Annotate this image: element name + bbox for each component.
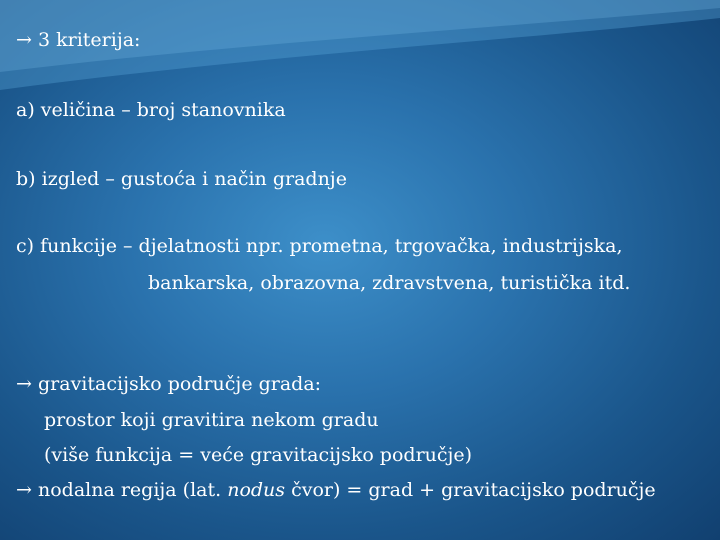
gravity-heading bbox=[16, 372, 321, 396]
criteria-heading-text: 3 kriterija: bbox=[38, 29, 141, 51]
arrow-right-icon: → bbox=[16, 479, 32, 501]
nodal-post-text: čvor) = grad + gravitacijsko područje bbox=[285, 479, 656, 501]
gravity-line1: prostor koji gravitira nekom gradu bbox=[44, 409, 379, 431]
nodal-italic-text: nodus bbox=[227, 479, 286, 501]
arrow-right-icon: → bbox=[16, 373, 32, 395]
item-c-line2: bankarska, obrazovna, zdravstvena, turistička itd. bbox=[148, 272, 631, 294]
nodal-region-line bbox=[16, 478, 656, 502]
gravity-line2: (više funkcija = veće gravitacijsko područje) bbox=[44, 444, 473, 466]
item-c-line1: c) funkcije – djelatnosti npr. prometna, trgovačka, industrijska, bbox=[16, 235, 623, 257]
item-b: b) izgled – gustoća i način gradnje bbox=[16, 168, 347, 190]
nodal-pre-text: nodalna regija (lat. bbox=[38, 479, 228, 501]
arrow-right-icon: → bbox=[16, 29, 32, 51]
gravity-heading-text: gravitacijsko područje grada: bbox=[38, 373, 322, 395]
criteria-heading bbox=[16, 28, 140, 52]
item-a: a) veličina – broj stanovnika bbox=[16, 99, 286, 121]
